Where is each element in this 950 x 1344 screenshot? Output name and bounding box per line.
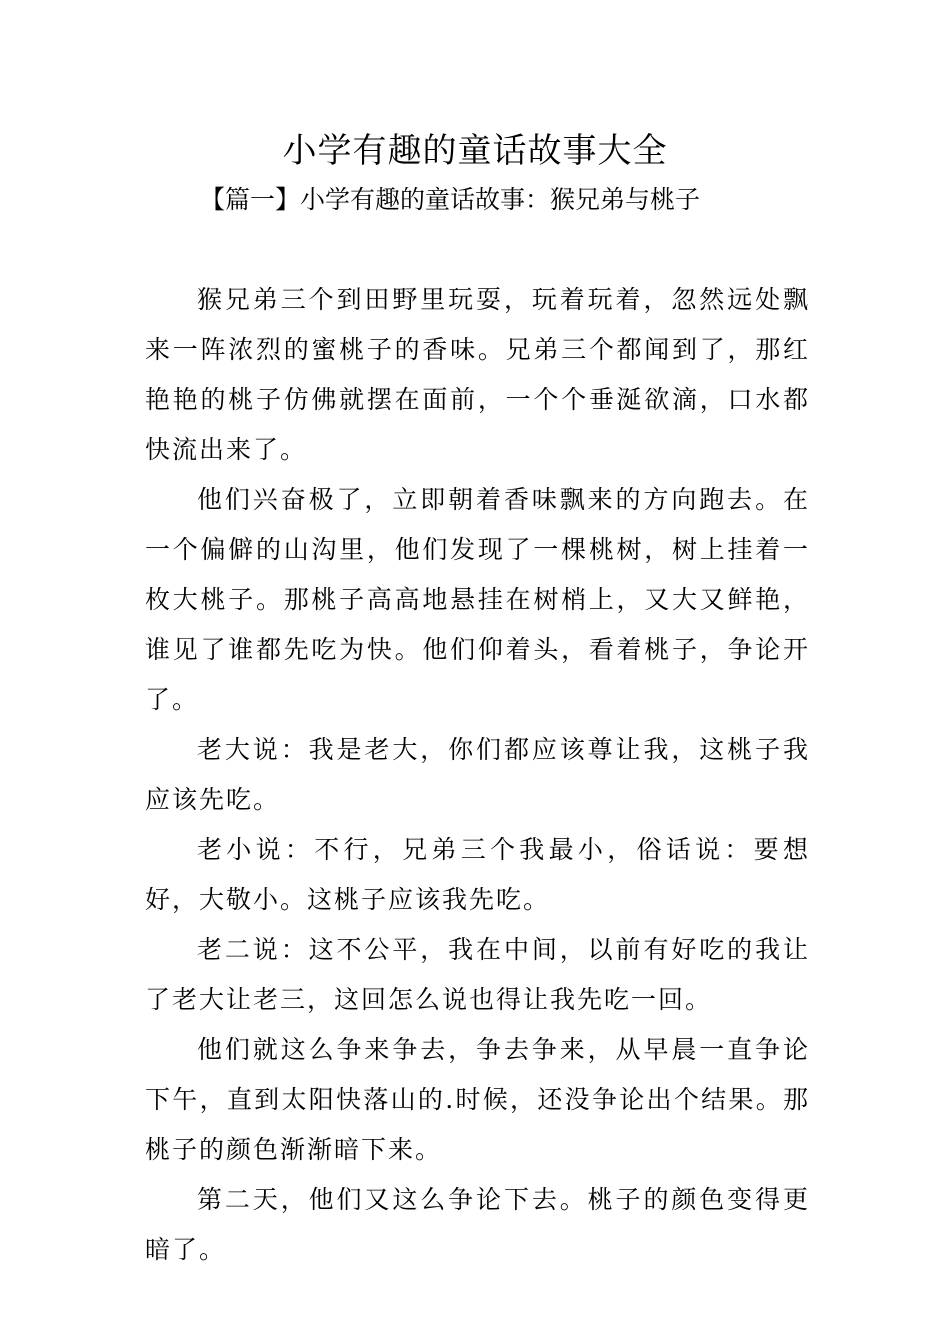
story-body bbox=[145, 275, 810, 1275]
document-title: 小学有趣的童话故事大全 bbox=[282, 131, 668, 171]
paragraph-2: 他们兴奋极了，立即朝着香味飘来的方向跑去。在一个偏僻的山沟里，他们发现了一棵桃树，树上挂着一枚大桃子。那桃子高高地悬挂在树梢上，又大又鲜艳，谁见了谁都先吃为快。他们仰着头，看着桃子，争论开了。 bbox=[145, 485, 810, 714]
paragraph-1: 猴兄弟三个到田野里玩耍，玩着玩着，忽然远处飘来一阵浓烈的蜜桃子的香味。兄弟三个都闻到了，那红艳艳的桃子仿佛就摆在面前，一个个垂涎欲滴，口水都快流出来了。 bbox=[145, 285, 810, 464]
paragraph-5: 老二说：这不公平，我在中间，以前有好吃的我让了老大让老三，这回怎么说也得让我先吃一回。 bbox=[145, 935, 810, 1014]
paragraph-4: 老小说：不行，兄弟三个我最小，俗话说：要想好，大敬小。这桃子应该我先吃。 bbox=[145, 835, 810, 914]
paragraph-3: 老大说：我是老大，你们都应该尊让我，这桃子我应该先吃。 bbox=[145, 735, 810, 814]
paragraph-6: 他们就这么争来争去，争去争来，从早晨一直争论下午，直到太阳快落山的.时候，还没争论出个结果。那桃子的颜色渐渐暗下来。 bbox=[145, 1035, 810, 1164]
paragraph-7: 第二天，他们又这么争论下去。桃子的颜色变得更暗了。 bbox=[145, 1185, 810, 1264]
section-heading: 【篇一】小学有趣的童话故事：猴兄弟与桃子 bbox=[200, 185, 701, 214]
